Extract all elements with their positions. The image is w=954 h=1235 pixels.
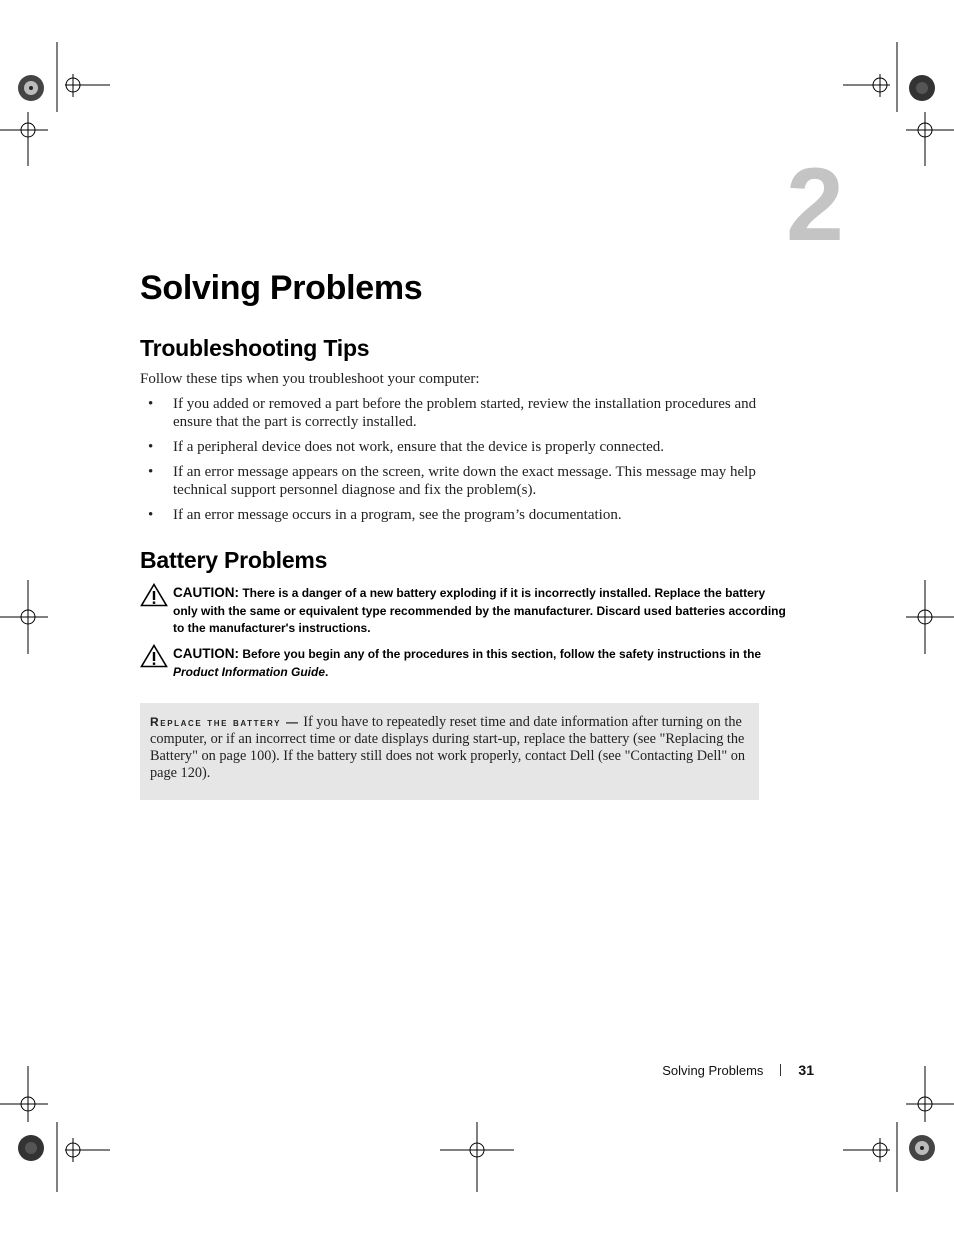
caution-label: CAUTION: <box>173 646 239 661</box>
caution-block <box>140 645 790 681</box>
troubleshooting-heading: Troubleshooting Tips <box>140 335 370 361</box>
warning-triangle-icon <box>140 583 168 607</box>
bullet: • <box>148 507 154 523</box>
bullet: • <box>148 439 154 455</box>
caution-end: . <box>325 664 329 679</box>
list-item <box>140 463 790 499</box>
tip-text: If a peripheral device does not work, ensure that the device is properly connected. <box>173 439 665 455</box>
note-text: If you have to repeatedly reset time and date information after turning on the computer, or if an incorrect time or date displays during start-up, replace the battery (see "Replacing the Battery" on page 100). If the battery still does not work properly, contact Dell (see "Contacting Dell" on page 120). <box>150 714 746 781</box>
page-number: 31 <box>798 1062 814 1078</box>
list-item <box>140 438 790 456</box>
footer-section: Solving Problems <box>662 1063 764 1078</box>
tip-text: If an error message appears on the screen, write down the exact message. This message may help technical support personnel diagnose and fix the problem(s). <box>173 464 756 498</box>
caution-label: CAUTION: <box>173 585 239 600</box>
caution-block <box>140 584 790 638</box>
tip-text: If you added or removed a part before the problem started, review the installation procedures and ensure that the part is correctly installed. <box>173 396 757 430</box>
note-label: Replace the battery — <box>150 715 300 729</box>
tip-text: If an error message occurs in a program, see the program’s documentation. <box>173 507 622 523</box>
page-footer <box>600 1061 814 1080</box>
battery-heading: Battery Problems <box>140 547 328 573</box>
caution-text: Before you begin any of the procedures in this section, follow the safety instructions in the <box>242 647 762 661</box>
product-information-guide-title: Product Information Guide <box>173 664 325 679</box>
list-item <box>140 395 790 431</box>
chapter-number: 2 <box>786 147 844 263</box>
bullet: • <box>148 464 154 480</box>
note-box <box>140 703 759 800</box>
bullet: • <box>148 396 154 412</box>
caution-text: There is a danger of a new battery exploding if it is incorrectly installed. Replace the battery only with the same or equivalent type recommended by the manufacturer. Discard used batteries according to the manufacturer's instructions. <box>173 586 786 635</box>
troubleshooting-intro: Follow these tips when you troubleshoot your computer: <box>140 371 480 387</box>
chapter-title: Solving Problems <box>140 269 423 307</box>
list-item <box>140 506 790 524</box>
troubleshooting-tips-list <box>140 395 790 531</box>
warning-triangle-icon <box>140 644 168 668</box>
footer-divider <box>780 1064 781 1076</box>
